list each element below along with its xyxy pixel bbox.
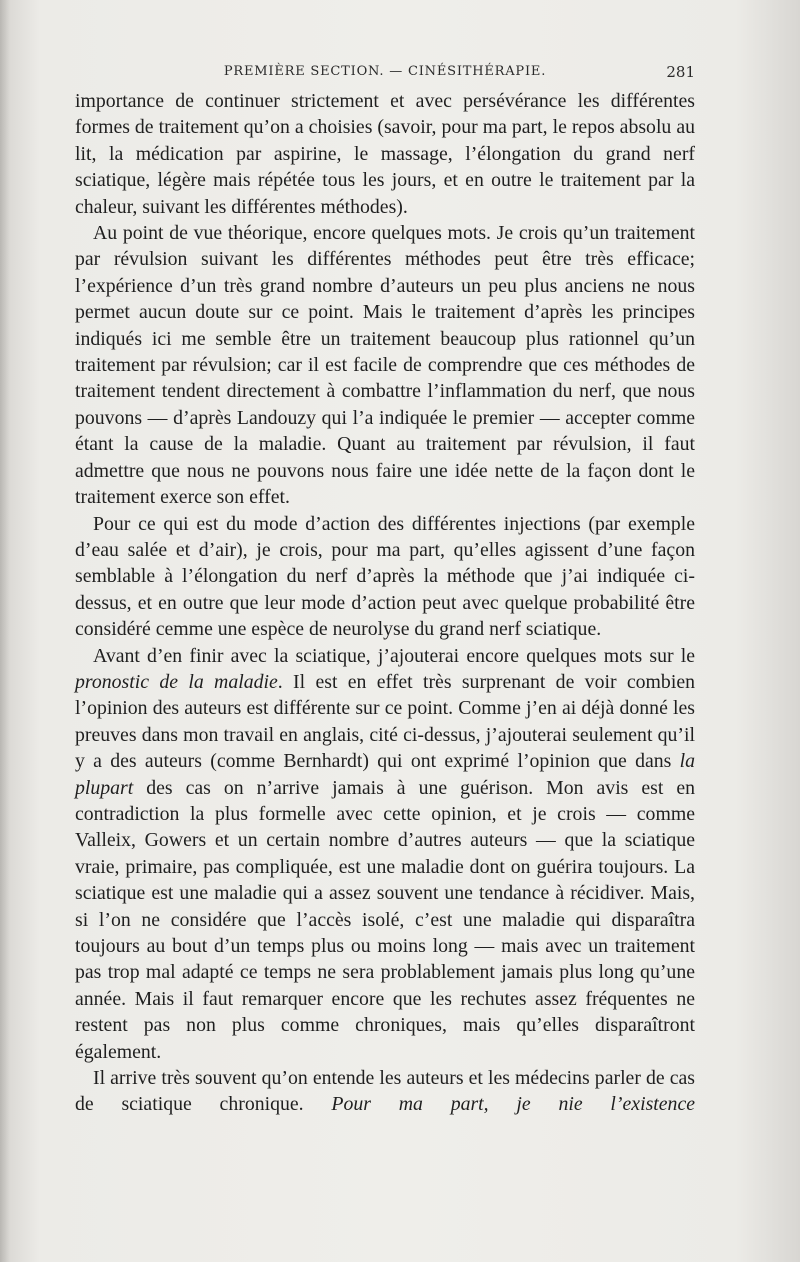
paragraph-4 xyxy=(75,643,695,1066)
paragraph-4-text-c: des cas on n’arrive jamais à une guérison. Mon avis est en contradiction la plus formelle avec cette opinion, et je crois — comme Valleix, Gowers et un certain nombre d’autres auteurs — que la sciatique vraie, primaire, pas compliquée, est une maladie dont on guérira toujours. La sciatique est une maladie qui a assez souvent une tendance à récidiver. Mais, si l’on ne considére que l’accès isolé, c’est une maladie qui disparaîtra toujours au bout d’un temps plus ou moins long — mais avec un traitement pas trop mal adapté ce temps ne sera problablement jamais plus long qu’une année. Mais il faut remarquer encore que les rechutes assez fréquentes ne restent pas non plus comme chroniques, mais qu’elles disparaîtront également. xyxy=(75,776,695,1063)
page-number: 281 xyxy=(666,63,695,81)
paragraph-5-italic: Pour ma part, je nie l’existence xyxy=(331,1093,695,1116)
paragraph-4-italic-pronostic: pronostic de la maladie xyxy=(75,670,278,693)
paragraph-5-text: Il arrive très souvent qu’on entende les auteurs et les médecins parler de cas de sciatique chronique. xyxy=(75,1067,695,1116)
running-head: PREMIÈRE SECTION. — CINÉSITHÉRAPIE. xyxy=(223,64,547,79)
page-header xyxy=(75,60,695,84)
paragraph-4-italic-plupart: la plupart xyxy=(75,750,695,799)
paragraph-2: Au point de vue théorique, encore quelques mots. Je crois qu’un traitement par révulsion suivant les différentes méthodes peut être très efficace; l’expérience d’un très grand nombre d’auteurs un peu plus anciens ne nous permet aucun doute sur ce point. Mais le traitement d’après les principes indiqués ici me semble être un traitement beaucoup plus rationnel qu’un traitement par révulsion; car il est facile de comprendre que ces méthodes de traitement tendent directement à combattre l’inflammation du nerf, que nous pouvons — d’après Landouzy qui l’a indiquée le premier — accepter comme étant la cause de la maladie. Quant au traitement par révulsion, il faut admettre que nous ne pouvons nous faire une idée nette de la façon dont le traitement exerce son effet. xyxy=(75,222,695,509)
paragraph-5 xyxy=(75,1065,695,1118)
body-text xyxy=(75,88,695,1118)
paragraph-1: importance de continuer strictement et avec persévérance les différentes formes de traitement qu’on a choisies (savoir, pour ma part, le repos absolu au lit, la médication par aspirine, le massage, l’élongation du grand nerf sciatique, légère mais répétée tous les jours, et en outre le traitement par la chaleur, suivant les différentes méthodes). xyxy=(75,90,695,218)
paragraph-4-text-a: Avant d’en finir avec la sciatique, j’ajouterai encore quelques mots sur le xyxy=(93,644,695,667)
paragraph-4-text-b: . Il est en effet très surprenant de voir combien l’opinion des auteurs est différente sur ce point. Comme j’en ai déjà donné les preuves dans mon travail en anglais, cité ci-dessus, j’ajouterai seulement qu’il y a des auteurs (comme Bernhardt) qui ont exprimé l’opinion que dans xyxy=(75,670,695,773)
paragraph-3: Pour ce qui est du mode d’action des différentes injections (par exemple d’eau salée et d’air), je crois, pour ma part, qu’elles agissent d’une façon semblable à l’élongation du nerf d’après la méthode que j’ai indiquée ci-dessus, et en outre que leur mode d’action peut avec quelque probabilité être considéré cemme une espèce de neurolyse du grand nerf sciatique. xyxy=(75,512,695,641)
